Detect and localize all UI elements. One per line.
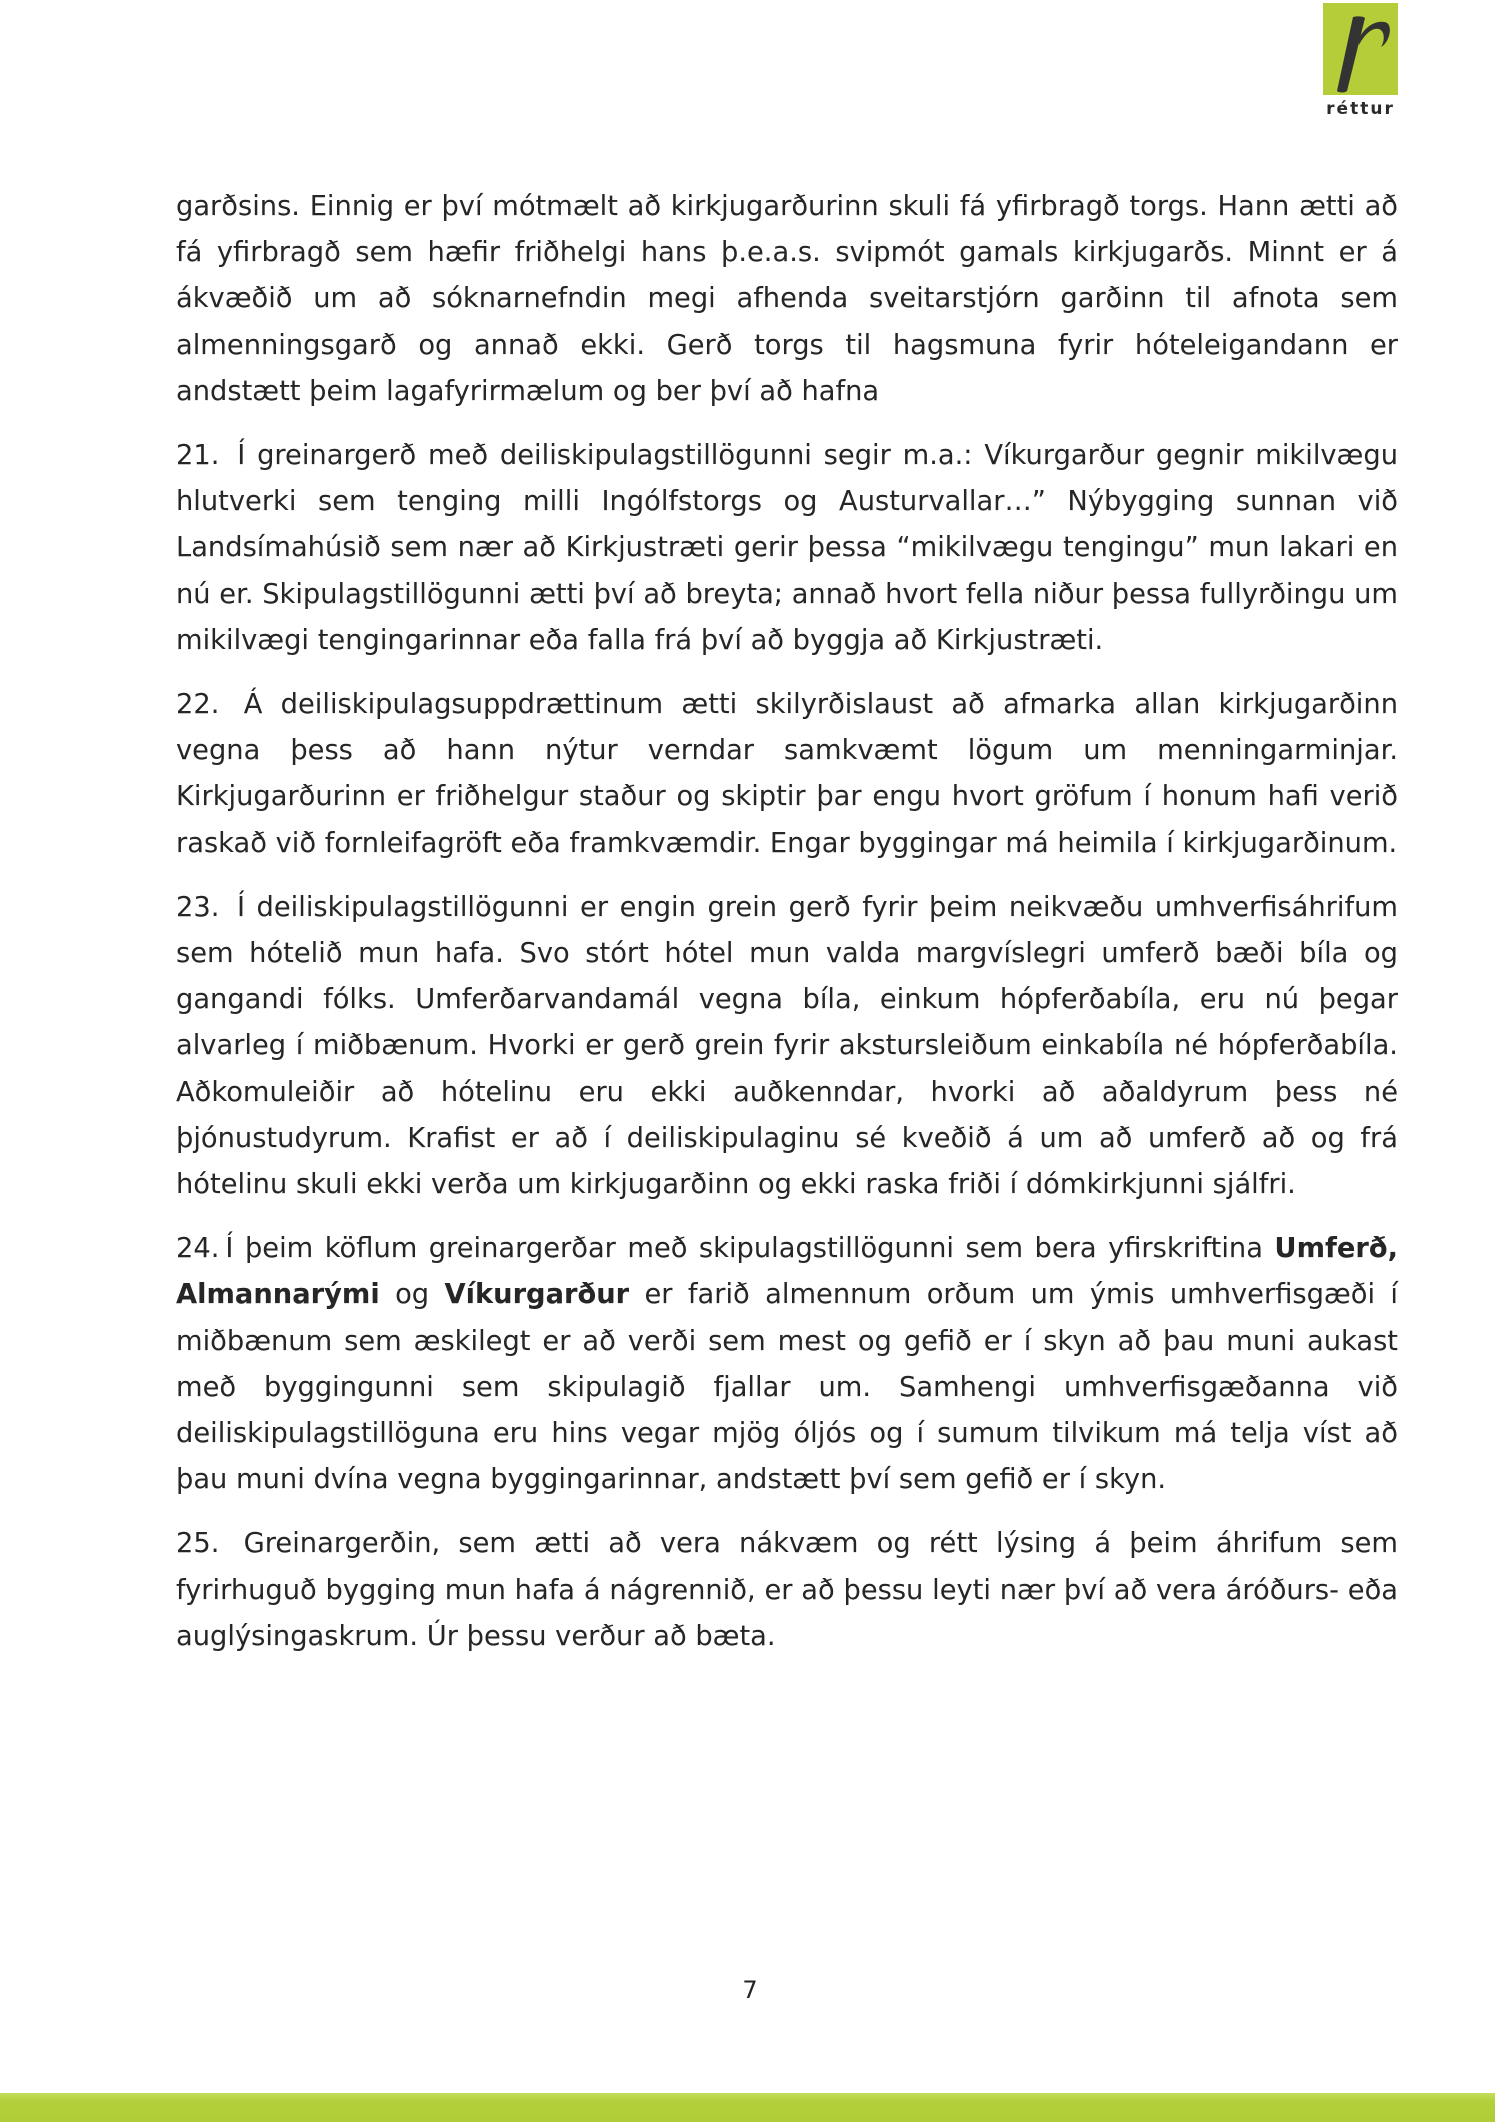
paragraph-25 (176, 1521, 1398, 1660)
paragraph-23 (176, 885, 1398, 1208)
logo-mark (1323, 3, 1398, 95)
logo (1323, 3, 1398, 119)
logo-r-icon (1323, 3, 1398, 95)
footer-band (0, 2093, 1495, 2122)
paragraph-number: 22. (176, 689, 220, 721)
paragraph-21 (176, 433, 1398, 664)
paragraph-number: 23. (176, 891, 220, 923)
paragraph-text: Í deiliskipulagstillögunni er engin grein gerð fyrir þeim neikvæðu umhverfisáhrifum sem hótelið mun hafa. Svo stórt hótel mun valda margvíslegri umferð bæði bíla og gangandi fólks. Umferðarvandamál vegna bíla, einkum hópferðabíla, eru nú þegar alvarleg í miðbænum. Hvorki er gerð grein fyrir akstursleiðum einkabíla né hópferðabíla. Aðkomuleiðir að hótelinu eru ekki auðkenndar, hvorki að aðaldyrum þess né þjónustudyrum. Krafist er að í deiliskipulaginu sé kveðið á um að umferð að og frá hótelinu skuli ekki verða um kirkjugarðinn og ekki raska friði í dómkirkjunni sjálfri. (176, 891, 1398, 1201)
paragraph-text: Í þeim köflum greinargerðar með skipulagstillögunni sem bera yfirskriftina (225, 1233, 1275, 1265)
logo-wordmark: réttur (1326, 99, 1395, 119)
paragraph-number: 21. (176, 440, 220, 472)
paragraph-text: og (379, 1279, 445, 1311)
paragraph-22 (176, 682, 1398, 867)
paragraph-text: Á deiliskipulagsuppdrættinum ætti skilyrðislaust að afmarka allan kirkjugarðinn vegna þess að hann nýtur verndar samkvæmt lögum um menningarminjar. Kirkjugarðurinn er friðhelgur staður og skiptir þar engu hvort gröfum í honum hafi verið raskað við fornleifagröft eða framkvæmdir. Engar byggingar má heimila í kirkjugarðinum. (176, 689, 1398, 859)
page-number: 7 (742, 1976, 758, 2004)
paragraph-text: Í greinargerð með deiliskipulagstillögunni segir m.a.: Víkurgarður gegnir mikilvægu hlutverki sem tenging milli Ingólfstorgs og Austurvallar…” Nýbygging sunnan við Landsímahúsið sem nær að Kirkjustræti gerir þessa “mikilvægu tengingu” mun lakari en nú er. Skipulagstillögunni ætti því að breyta; annað hvort fella niður þessa fullyrðingu um mikilvægi tengingarinnar eða falla frá því að byggja að Kirkjustræti. (176, 440, 1398, 656)
paragraph-text: Greinargerðin, sem ætti að vera nákvæm og rétt lýsing á þeim áhrifum sem fyrirhuguð bygging mun hafa á nágrennið, er að þessu leyti nær því að vera áróðurs- eða auglýsingaskrum. Úr þessu verður að bæta. (176, 1528, 1398, 1652)
paragraph-number: 24. (176, 1233, 220, 1265)
paragraph-number: 25. (176, 1528, 220, 1560)
paragraph-continuation (176, 184, 1398, 415)
document-body (176, 184, 1398, 1678)
bold-heading-reference: Umferð, Almannarými (176, 1233, 1398, 1311)
bold-heading-reference: Víkurgarður (444, 1279, 630, 1311)
paragraph-text: garðsins. Einnig er því mótmælt að kirkjugarðurinn skuli fá yfirbragð torgs. Hann ætti að fá yfirbragð sem hæfir friðhelgi hans þ.e.a.s. svipmót gamals kirkjugarðs. Minnt er á ákvæðið um að sóknarnefndin megi afhenda sveitarstjórn garðinn til afnota sem almenningsgarð og annað ekki. Gerð torgs til hagsmuna fyrir hóteleigandann er andstætt þeim lagafyrirmælum og ber því að hafna (176, 191, 1398, 407)
paragraph-text: er farið almennum orðum um ýmis umhverfisgæði í miðbænum sem æskilegt er að verði sem mest og gefið er í skyn að þau muni aukast með byggingunni sem skipulagið fjallar um. Samhengi umhverfisgæðanna við deiliskipulagstillöguna eru hins vegar mjög óljós og í sumum tilvikum má telja víst að þau muni dvína vegna byggingarinnar, andstætt því sem gefið er í skyn. (176, 1279, 1398, 1496)
paragraph-24 (176, 1226, 1398, 1503)
